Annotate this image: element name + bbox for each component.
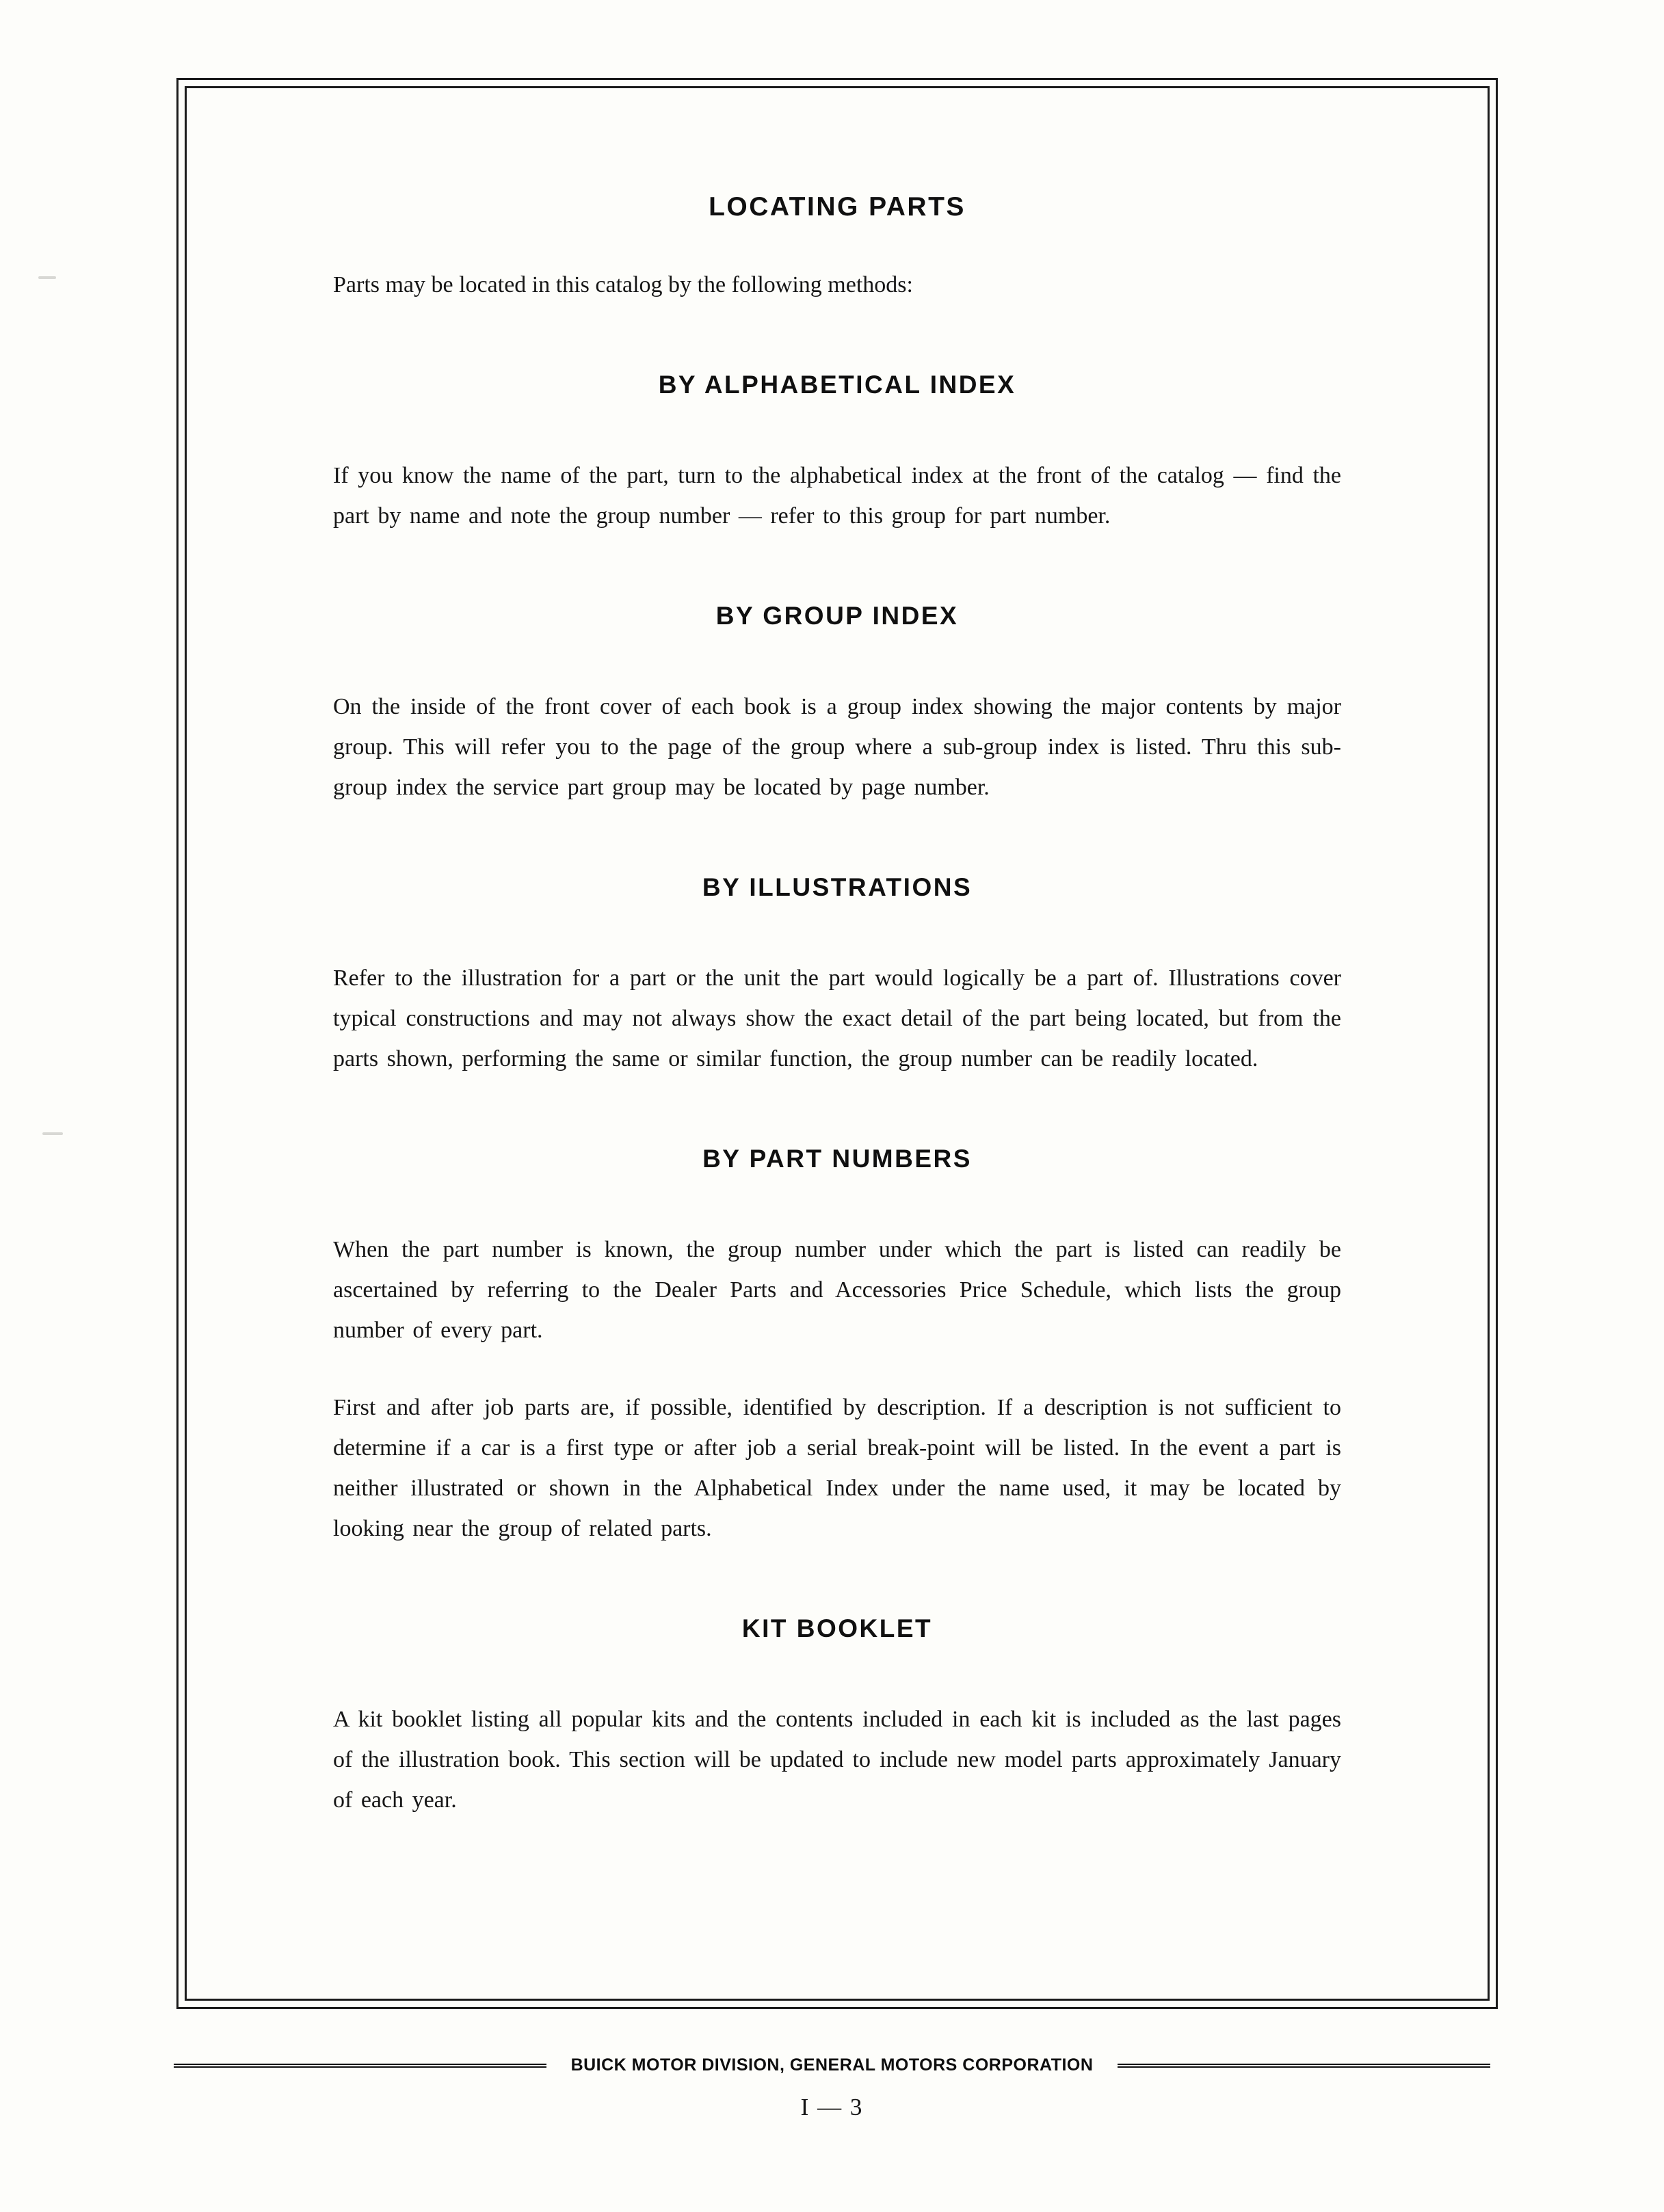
page-number: I — 3	[800, 2094, 864, 2120]
scan-artifact	[38, 276, 56, 279]
footer-rule-right	[1118, 2064, 1490, 2068]
footer-publisher: BUICK MOTOR DIVISION, GENERAL MOTORS CORPORATION	[570, 2055, 1094, 2075]
page-border-inner	[185, 86, 1490, 2001]
section-illustrations	[333, 873, 1341, 1079]
section-heading-alphabetical-index: BY ALPHABETICAL INDEX	[658, 371, 1016, 399]
page-border	[176, 78, 1498, 2009]
body-paragraph: When the part number is known, the group number under which the part is listed can readily be ascertained by referring to the Dealer Parts and Accessories Price Schedule, which lists the group number of every part.	[333, 1237, 1341, 1343]
body-paragraph: Refer to the illustration for a part or the unit the part would logically be a part of. Illustrations cover typical constructions and may not always show the exact detail of the part being located, but from the parts shown, performing the same or similar function, the group number can be readily located.	[333, 965, 1341, 1071]
body-paragraph: A kit booklet listing all popular kits and the contents included in each kit is included as the last pages of the illustration book. This section will be updated to include new model parts approximately January of each year.	[333, 1707, 1341, 1813]
section-heading-kit-booklet: KIT BOOKLET	[741, 1614, 933, 1642]
body-paragraph: First and after job parts are, if possible, identified by description. If a description is not sufficient to determine if a car is a first type or after job a serial break-point will be listed. In the event a part is neither illustrated or shown in the Alphabetical Index under the name used, it may be located by looking near the group of related parts.	[333, 1395, 1341, 1541]
section-group-index	[333, 602, 1341, 808]
section-part-numbers	[333, 1145, 1341, 1549]
section-heading-illustrations: BY ILLUSTRATIONS	[702, 873, 973, 901]
page-title: LOCATING PARTS	[709, 192, 966, 222]
page-content	[187, 88, 1488, 1820]
section-alphabetical-index	[333, 371, 1341, 536]
section-heading-part-numbers: BY PART NUMBERS	[702, 1145, 972, 1173]
body-paragraph: If you know the name of the part, turn to the alphabetical index at the front of the catalog — find the part by name and note the group number — refer to this group for part number.	[333, 463, 1341, 529]
section-heading-group-index: BY GROUP INDEX	[715, 602, 959, 630]
section-kit-booklet	[333, 1614, 1341, 1820]
body-paragraph: On the inside of the front cover of each book is a group index showing the major contents by major group. This will refer you to the page of the group where a sub-group index is listed. Thru this sub-group index the service part group may be located by page number.	[333, 694, 1341, 800]
footer-rule-left	[174, 2064, 546, 2068]
page-footer	[0, 2055, 1664, 2075]
intro-paragraph: Parts may be located in this catalog by the following methods:	[333, 272, 913, 297]
scan-artifact	[42, 1132, 63, 1135]
